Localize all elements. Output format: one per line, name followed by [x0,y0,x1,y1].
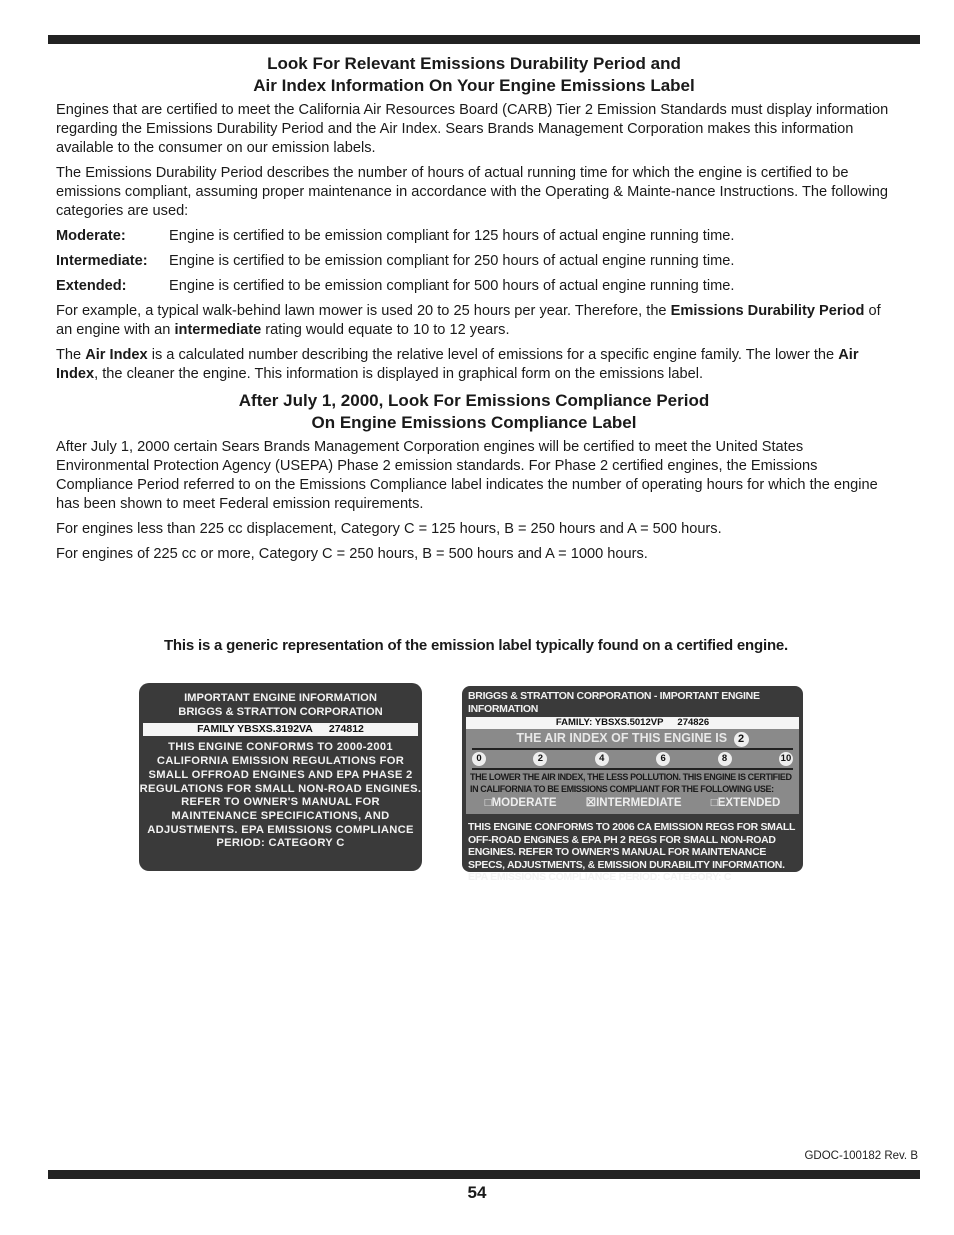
category-definition: Engine is certified to be emission compliant for 125 hours of actual engine running time. [169,228,735,244]
scale-mark: 0 [472,752,486,766]
section1-heading-line1: Look For Relevant Emissions Durability Period and [267,54,681,73]
bottom-rule [48,1170,920,1179]
bold-term: intermediate [174,322,262,338]
section2-para1: After July 1, 2000 certain Sears Brands Management Corporation engines will be certified to meet the United States Environmental Protection Agency (USEPA) Phase 2 emission standards. For Phase 2 certified engines, the Emissions Compliance Period referred to on the Emissions Compliance label indicates the number of operating hours for which the engine has been shown to meet Federal emission requirements. [56,439,878,512]
label2-header: BRIGGS & STRATTON CORPORATION - IMPORTANT ENGINE INFORMATION [468,690,760,715]
section2-para3: For engines of 225 cc or more, Category C = 250 hours, B = 500 hours and A = 1000 hours. [56,546,648,562]
scale-mark: 8 [718,752,732,766]
category-term: Extended: [56,278,127,294]
page-number: 54 [467,1183,487,1202]
rating-extended-checkbox: □ EXTENDED [711,796,781,811]
text-run: is a calculated number describing the relative level of emissions for a specific engine family. The lower the [147,347,839,363]
bold-term: Emissions Durability Period [670,303,865,319]
air-index-scale [472,748,793,770]
label-caption: This is a generic representation of the emission label typically found on a certified engine. [163,637,789,654]
text-run: of an engine with an [56,303,881,338]
scale-mark: 2 [533,752,547,766]
label2-body: THIS ENGINE CONFORMS TO 2006 CA EMISSION REGS FOR SMALL OFF-ROAD ENGINES & EPA PH 2 REGS FOR SMALL NON-ROAD ENGINES. REFER TO OWNER'S MANUAL FOR MAINTENANCE SPECS, ADJUSTMENTS, & EMISSION DURABILITY INFORMATION. EPA EMISSIONS COMPLIANCE PERIOD: CATEGORY: C [468,821,795,884]
document-code: GDOC-100182 Rev. B [804,1150,918,1162]
label1-code: 274812 [328,723,364,736]
rating-intermediate-checkbox: ☒ INTERMEDIATE [586,796,682,811]
emission-label-generic [139,683,422,871]
air-index-note: THE LOWER THE AIR INDEX, THE LESS POLLUTION. THIS ENGINE IS CERTIFIED IN CALIFORNIA TO BE EMISSIONS COMPLIANT FOR THE FOLLOWING USE: [470,772,792,794]
label1-family-row [143,723,418,736]
durability-rating-row [470,796,795,811]
category-definition: Engine is certified to be emission compliant for 250 hours of actual engine running time. [169,253,735,269]
section2-heading-line2: On Engine Emissions Compliance Label [311,413,637,432]
section1-para2: The Emissions Durability Period describes the number of hours of actual running time for which the engine is certified to be emissions compliant, assuming proper maintenance in accordance with the Operating & Mainte-nance Instructions. The following categories are used: [56,165,889,219]
label2-code: 274826 [677,717,710,728]
section1-heading [56,53,892,97]
section1-para3 [56,302,892,340]
scale-mark: 10 [780,753,792,764]
category-term: Moderate: [56,228,126,244]
air-index-value: 2 [734,732,749,747]
scale-mark: 6 [656,752,670,766]
top-rule [48,35,920,44]
text-run: rating would equate to 10 to 12 years. [261,322,510,338]
text-run: The [56,347,86,363]
section1-heading-line2: Air Index Information On Your Engine Emissions Label [253,76,695,95]
section2-heading [56,390,892,434]
category-moderate [56,227,892,246]
label2-family: FAMILY: YBSXS.5012VP [555,717,664,728]
category-definition: Engine is certified to be emission compliant for 500 hours of actual engine running time. [169,278,735,294]
text-run: , the cleaner the engine. This information is displayed in graphical form on the emissions label. [94,366,704,382]
bold-term: Air Index [56,347,859,382]
section1-para1: Engines that are certified to meet the California Air Resources Board (CARB) Tier 2 Emission Standards must display information regarding the Emissions Durability Period and the Air Index. Sears Brands Management Corporation makes this information available to the consumer on our emission labels. [56,102,889,156]
text-run: For example, a typical walk-behind lawn mower is used 20 to 25 hours per year. Therefore, the [56,303,671,319]
label1-body: THIS ENGINE CONFORMS TO 2000-2001 CALIFORNIA EMISSION REGULATIONS FOR SMALL OFFROAD ENGINES AND EPA PHASE 2 REGULATIONS FOR SMALL NON-ROAD ENGINES. REFER TO OWNER'S MANUAL FOR MAINTENANCE SPECIFICATIONS, AND ADJUSTMENTS. EPA EMISSIONS COMPLIANCE PERIOD: CATEGORY C [139,741,422,850]
label2-family-row [466,717,799,729]
air-index-line [470,731,795,747]
scale-mark: 4 [595,752,609,766]
air-index-text: THE AIR INDEX OF THIS ENGINE IS [516,731,728,745]
label1-header2: BRIGGS & STRATTON CORPORATION [178,705,383,718]
section2-heading-line1: After July 1, 2000, Look For Emissions Compliance Period [238,391,710,410]
category-intermediate [56,252,892,271]
label1-family: FAMILY YBSXS.3192VA [197,723,313,736]
bold-term: Air Index [85,347,148,363]
label2-air-index-panel [466,729,799,814]
page-content [56,53,892,570]
section1-para4 [56,346,892,384]
category-term: Intermediate: [56,253,148,269]
rating-moderate-checkbox: □ MODERATE [485,796,557,811]
section2-para2: For engines less than 225 cc displacement, Category C = 125 hours, B = 250 hours and A = 500 hours. [56,521,722,537]
label1-header1: IMPORTANT ENGINE INFORMATION [184,692,377,704]
category-extended [56,277,892,296]
emission-label-air-index [462,686,803,884]
